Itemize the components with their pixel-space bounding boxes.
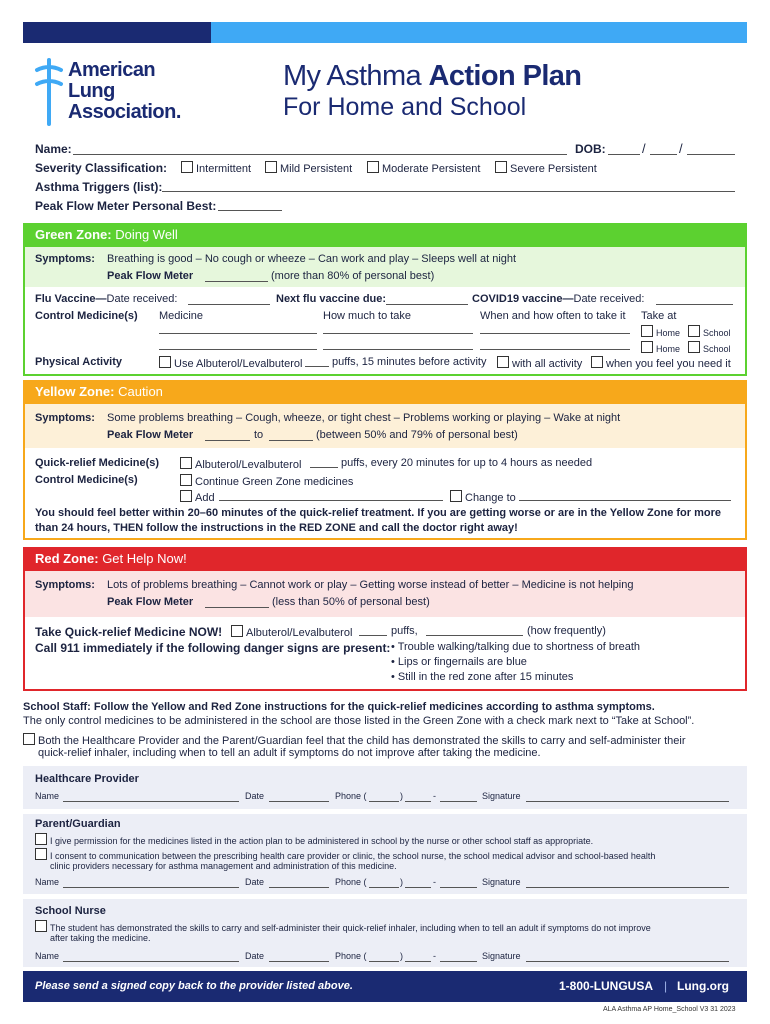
col-when: When and how often to take it <box>480 310 626 322</box>
red-puffs-text: puffs, <box>391 625 418 637</box>
org-logo-text: American Lung Association. <box>68 59 181 123</box>
parent-phone-line-field[interactable] <box>440 887 477 888</box>
continue-green-checkbox[interactable]: Continue Green Zone medicines <box>180 474 353 488</box>
provider-date-field[interactable] <box>269 801 329 802</box>
top-bar-navy <box>23 22 211 43</box>
activity-puffs-field[interactable] <box>305 366 329 367</box>
nurse-title: School Nurse <box>35 905 106 917</box>
parent-title: Parent/Guardian <box>35 818 121 830</box>
col-how-much: How much to take <box>323 310 412 322</box>
add-field[interactable] <box>219 500 443 501</box>
med-field[interactable] <box>159 349 317 350</box>
yellow-peak-note: (between 50% and 79% of personal best) <box>316 429 518 441</box>
parent-date-field[interactable] <box>269 887 329 888</box>
both-agree-text: quick-relief inhaler, including when to tell an adult if symptoms do not improve after taking the medicine. <box>38 747 541 759</box>
provider-phone-line-field[interactable] <box>440 801 477 802</box>
danger-sign: • Still in the red zone after 15 minutes <box>391 671 574 683</box>
severity-label: Severity Classification: <box>35 161 168 175</box>
nurse-phone-line-field[interactable] <box>440 961 477 962</box>
phone-paren: ) <box>400 877 403 887</box>
parent-consent-checkbox[interactable]: I consent to communication between the prescribing health care provider or clinic, the school nurse, the school medical advisor and school-based health <box>35 848 655 861</box>
footer-phone[interactable]: 1-800-LUNGUSA <box>559 979 654 993</box>
date-label: Date <box>245 791 265 801</box>
col-take-at: Take at <box>641 310 677 322</box>
nurse-signature-field[interactable] <box>526 961 729 962</box>
yellow-quick-label: Quick-relief Medicine(s) <box>35 457 160 469</box>
dob-sep: / <box>642 141 646 156</box>
parent-name-field[interactable] <box>63 887 239 888</box>
top-bar-blue <box>211 22 747 43</box>
provider-name-field[interactable] <box>63 801 239 802</box>
lung-cross-logo-icon <box>32 58 66 126</box>
take-at-school-checkbox[interactable]: School <box>688 325 731 338</box>
parent-consent-text: clinic providers necessary for asthma management and administration of this medicine. <box>50 861 397 871</box>
red-call-911: Call 911 immediately if the following danger signs are present: <box>35 641 391 655</box>
green-peak-note: (more than 80% of personal best) <box>271 270 435 282</box>
yellow-peak-to: to <box>254 429 264 441</box>
name-label: Name <box>35 791 60 801</box>
red-freq-text: (how frequently) <box>527 625 606 637</box>
dose-field[interactable] <box>323 333 473 334</box>
red-symptoms-text: Lots of problems breathing – Cannot work or play – Getting worse instead of better – Medicine is not helping <box>107 579 634 591</box>
name-label: Name <box>35 951 60 961</box>
signature-label: Signature <box>482 877 521 887</box>
covid-date-field[interactable] <box>656 304 733 305</box>
nurse-section <box>23 899 747 967</box>
red-peak-field[interactable] <box>205 607 269 608</box>
parent-area-field[interactable] <box>369 887 399 888</box>
green-control-label: Control Medicine(s) <box>35 310 138 322</box>
activity-when-needed-checkbox[interactable]: when you feel you need it <box>591 356 731 370</box>
severity-option-moderate[interactable]: Moderate Persistent <box>367 161 480 175</box>
form-version-code: ALA Asthma AP Home_School V3 31 2023 <box>603 1006 736 1013</box>
red-take-label: Take Quick-relief Medicine NOW! <box>35 625 223 639</box>
triggers-field[interactable] <box>162 191 735 192</box>
peak-best-field[interactable] <box>218 210 282 211</box>
provider-phone-prefix-field[interactable] <box>405 801 431 802</box>
nurse-name-field[interactable] <box>63 961 239 962</box>
dob-label: DOB: <box>575 142 606 156</box>
red-puffs-field[interactable] <box>359 635 387 636</box>
red-albuterol-checkbox[interactable]: Albuterol/Levalbuterol <box>231 625 352 639</box>
red-zone-box <box>23 571 747 691</box>
triggers-label: Asthma Triggers (list): <box>35 180 163 194</box>
activity-with-all-checkbox[interactable]: with all activity <box>497 356 582 370</box>
yellow-zone-header: Yellow Zone: Caution <box>23 380 747 404</box>
footer-website-link[interactable]: Lung.org <box>677 979 729 993</box>
phone-paren: ) <box>400 791 403 801</box>
flu-label: Flu Vaccine— <box>35 293 107 305</box>
green-zone-box <box>23 247 747 376</box>
school-staff-note: School Staff: Follow the Yellow and Red Zone instructions for the quick-relief medicines according to asthma symptoms. <box>23 701 655 713</box>
parent-signature-field[interactable] <box>526 887 729 888</box>
green-symptoms-label: Symptoms: <box>35 253 95 265</box>
green-peak-label: Peak Flow Meter <box>107 270 194 282</box>
dose-field[interactable] <box>323 349 473 350</box>
activity-puffs-text: puffs, 15 minutes before activity <box>332 356 487 368</box>
phone-label: Phone ( <box>335 877 367 887</box>
take-at-home-checkbox[interactable]: Home <box>641 325 680 338</box>
dob-sep: / <box>679 141 683 156</box>
freq-field[interactable] <box>480 333 630 334</box>
activity-albuterol-checkbox[interactable]: Use Albuterol/Levalbuterol <box>159 356 302 370</box>
green-zone-header: Green Zone: Doing Well <box>23 223 747 247</box>
danger-sign: • Trouble walking/talking due to shortness of breath <box>391 641 641 653</box>
yellow-zone-box <box>23 404 747 540</box>
yellow-albuterol-checkbox[interactable]: Albuterol/Levalbuterol <box>180 457 301 471</box>
footer-sep: | <box>664 979 668 993</box>
green-peak-field[interactable] <box>205 281 268 282</box>
both-agree-checkbox[interactable]: Both the Healthcare Provider and the Parent/Guardian feel that the child has demonstrated the skills to carry and self-administer their <box>23 733 686 747</box>
phone-paren: ) <box>400 951 403 961</box>
red-peak-note: (less than 50% of personal best) <box>272 596 430 608</box>
covid-date-label: Date received: <box>573 293 645 305</box>
take-at-school-checkbox[interactable]: School <box>688 341 731 354</box>
yellow-instruction-1: You should feel better within 20–60 minutes of the quick-relief treatment. If you are getting worse or are in the Yellow Zone for more <box>35 507 722 519</box>
nurse-phone-prefix-field[interactable] <box>405 961 431 962</box>
take-at-home-checkbox[interactable]: Home <box>641 341 680 354</box>
peak-best-label: Peak Flow Meter Personal Best: <box>35 199 217 213</box>
signature-label: Signature <box>482 791 521 801</box>
provider-signature-field[interactable] <box>526 801 729 802</box>
footer-bar <box>23 971 747 1002</box>
flu-date-field[interactable] <box>188 304 270 305</box>
yellow-symptoms-text: Some problems breathing – Cough, wheeze, or tight chest – Problems working or playing – Wake at night <box>107 412 621 424</box>
provider-title: Healthcare Provider <box>35 773 139 785</box>
phone-dash: - <box>433 791 436 801</box>
dob-day-field[interactable] <box>650 154 677 155</box>
nurse-area-field[interactable] <box>369 961 399 962</box>
phone-label: Phone ( <box>335 951 367 961</box>
red-symptoms-label: Symptoms: <box>35 579 95 591</box>
severity-option-mild[interactable]: Mild Persistent <box>265 161 352 175</box>
dob-month-field[interactable] <box>608 154 640 155</box>
school-staff-note-2: The only control medicines to be administered in the school are those listed in the Green Zone with a check mark next to “Take at School”. <box>23 715 695 727</box>
provider-area-field[interactable] <box>369 801 399 802</box>
danger-sign: • Lips or fingernails are blue <box>391 656 527 668</box>
parent-permission-checkbox[interactable]: I give permission for the medicines listed in the action plan to be administered in school by the nurse or other school staff as appropriate. <box>35 833 593 846</box>
yellow-control-label: Control Medicine(s) <box>35 474 138 486</box>
dob-year-field[interactable] <box>687 154 735 155</box>
yellow-peak-label: Peak Flow Meter <box>107 429 194 441</box>
phone-dash: - <box>433 877 436 887</box>
red-peak-label: Peak Flow Meter <box>107 596 194 608</box>
provider-section <box>23 766 747 809</box>
change-to-checkbox[interactable]: Change to <box>450 490 516 504</box>
parent-section <box>23 814 747 894</box>
severity-option-intermittent[interactable]: Intermittent <box>181 161 251 175</box>
page-subtitle: For Home and School <box>283 93 527 121</box>
nurse-checkbox[interactable]: The student has demonstrated the skills to carry and self-administer their quick-relief inhaler, including when to tell an adult if symptoms do not improve <box>35 920 651 933</box>
name-field[interactable] <box>73 154 567 155</box>
yellow-puffs-field[interactable] <box>310 467 338 468</box>
nurse-date-field[interactable] <box>269 961 329 962</box>
change-to-field[interactable] <box>519 500 731 501</box>
signature-label: Signature <box>482 951 521 961</box>
freq-field[interactable] <box>480 349 630 350</box>
phone-label: Phone ( <box>335 791 367 801</box>
yellow-puffs-text: puffs, every 20 minutes for up to 4 hours as needed <box>341 457 593 469</box>
covid-label: COVID19 vaccine— <box>472 293 574 305</box>
yellow-peak-low-field[interactable] <box>205 440 250 441</box>
flu-date-label: Date received: <box>106 293 178 305</box>
nurse-text: after taking the medicine. <box>50 933 151 943</box>
yellow-instruction-2: than 24 hours, THEN follow the instructions in the RED ZONE and call the doctor right away! <box>35 522 518 534</box>
date-label: Date <box>245 951 265 961</box>
yellow-peak-high-field[interactable] <box>269 440 313 441</box>
red-zone-header: Red Zone: Get Help Now! <box>23 547 747 571</box>
footer-note: Please send a signed copy back to the provider listed above. <box>35 980 353 992</box>
date-label: Date <box>245 877 265 887</box>
add-checkbox[interactable]: Add <box>180 490 215 504</box>
severity-option-severe[interactable]: Severe Persistent <box>495 161 597 175</box>
physical-activity-label: Physical Activity <box>35 356 123 368</box>
col-medicine: Medicine <box>159 310 204 322</box>
next-flu-label: Next flu vaccine due: <box>276 293 387 305</box>
next-flu-field[interactable] <box>386 304 468 305</box>
red-freq-field[interactable] <box>426 635 523 636</box>
name-label: Name <box>35 877 60 887</box>
green-symptoms-text: Breathing is good – No cough or wheeze – Can work and play – Sleeps well at night <box>107 253 517 265</box>
name-label: Name: <box>35 142 72 156</box>
parent-phone-prefix-field[interactable] <box>405 887 431 888</box>
med-field[interactable] <box>159 333 317 334</box>
yellow-symptoms-label: Symptoms: <box>35 412 95 424</box>
phone-dash: - <box>433 951 436 961</box>
page-title: My Asthma Action Plan <box>283 60 582 92</box>
